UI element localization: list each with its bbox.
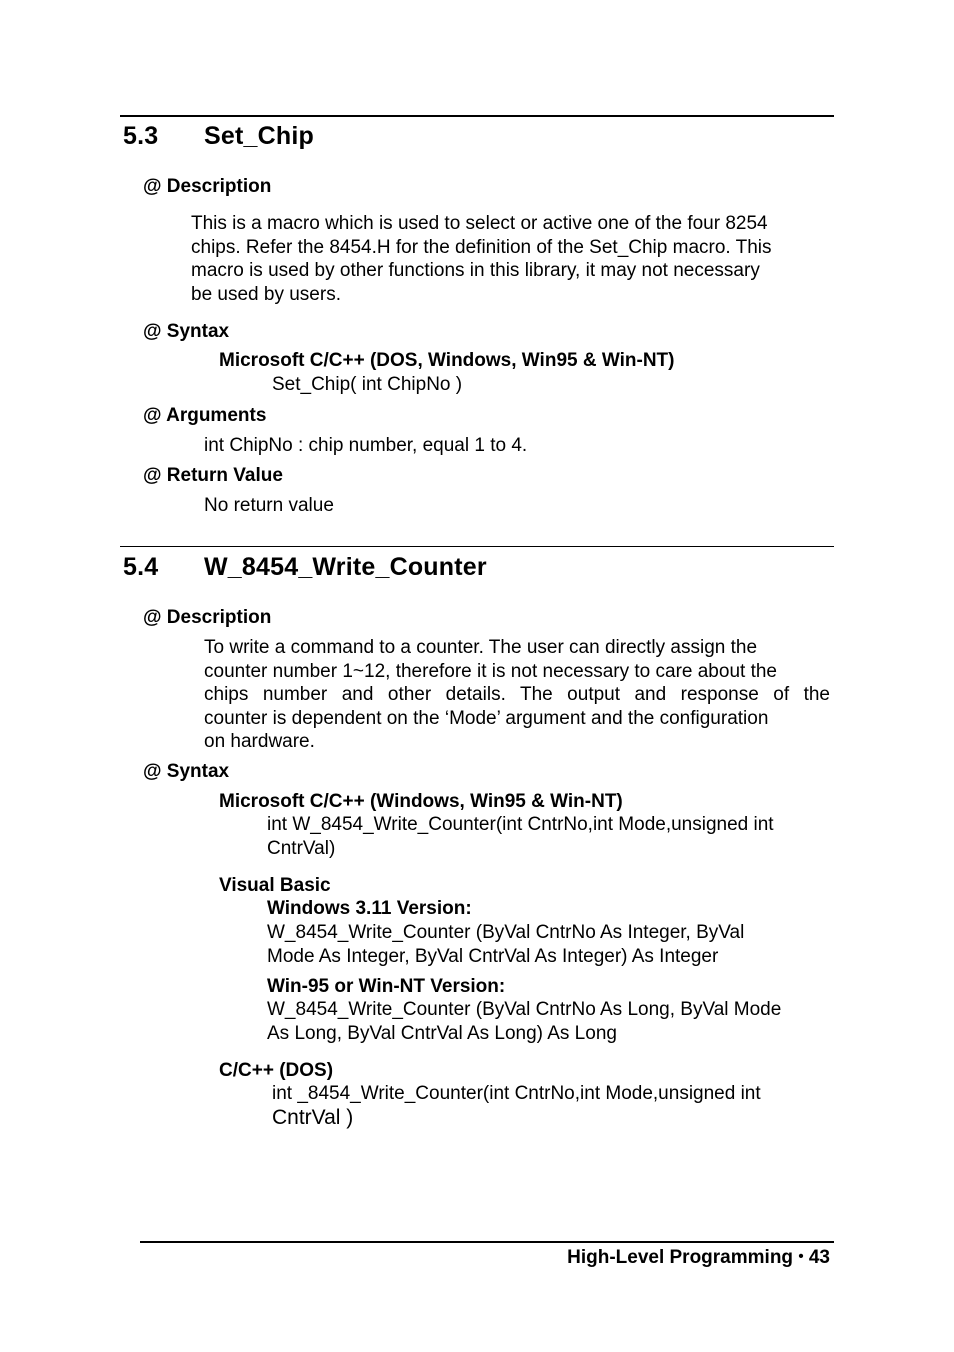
paragraph-line: chips number and other details. The output and response of the bbox=[204, 684, 830, 706]
section-heading-5-3 bbox=[123, 122, 523, 154]
section-number: 5.3 bbox=[123, 122, 159, 150]
description-paragraph bbox=[191, 212, 830, 306]
section-top-rule bbox=[120, 115, 834, 117]
vb-win311-label: Windows 3.11 Version: bbox=[267, 898, 472, 919]
syntax-platform: Microsoft C/C++ (DOS, Windows, Win95 & Win-NT) bbox=[219, 350, 675, 371]
paragraph-line: counter number 1~12, therefore it is not necessary to care about the bbox=[204, 660, 777, 682]
footer-rule bbox=[140, 1241, 834, 1243]
arguments-label: @ Arguments bbox=[143, 405, 267, 426]
section-top-rule bbox=[120, 546, 834, 547]
paragraph-line: chips. Refer the 8454.H for the definition of the Set_Chip macro. This bbox=[191, 236, 772, 258]
paragraph-line: on hardware. bbox=[204, 731, 315, 753]
arguments-text: int ChipNo : chip number, equal 1 to 4. bbox=[204, 435, 528, 456]
paragraph-line: To write a command to a counter. The user can directly assign the bbox=[204, 637, 758, 658]
paragraph-line: macro is used by other functions in this library, it may not necessary bbox=[191, 260, 760, 282]
return-value-label: @ Return Value bbox=[143, 465, 283, 486]
section-title: W_8454_Write_Counter bbox=[204, 553, 487, 581]
ms-code-line: int W_8454_Write_Counter(int CntrNo,int Mode,unsigned int bbox=[267, 814, 774, 835]
description-label: @ Description bbox=[143, 176, 272, 197]
ms-platform-label: Microsoft C/C++ (Windows, Win95 & Win-NT) bbox=[219, 791, 623, 812]
footer-text: High-Level Programming bbox=[567, 1247, 794, 1268]
ms-code-line: CntrVal) bbox=[267, 838, 336, 859]
syntax-code: Set_Chip( int ChipNo ) bbox=[272, 374, 463, 395]
section-number: 5.4 bbox=[123, 553, 159, 581]
return-value-text: No return value bbox=[204, 495, 334, 516]
vb-win95-code-line: As Long, ByVal CntrVal As Long) As Long bbox=[267, 1023, 617, 1044]
paragraph-line: counter is dependent on the ‘Mode’ argument and the configuration bbox=[204, 707, 769, 729]
description-paragraph bbox=[204, 636, 830, 754]
dos-label: C/C++ (DOS) bbox=[219, 1060, 334, 1081]
vb-win95-label: Win-95 or Win-NT Version: bbox=[267, 976, 506, 997]
page-number: 43 bbox=[808, 1247, 830, 1268]
dos-code-line: CntrVal ) bbox=[272, 1106, 354, 1129]
description-label: @ Description bbox=[143, 607, 272, 628]
syntax-label: @ Syntax bbox=[143, 321, 230, 342]
paragraph-line: This is a macro which is used to select or active one of the four 8254 bbox=[191, 213, 768, 234]
vb-win95-code-line: W_8454_Write_Counter (ByVal CntrNo As Long, ByVal Mode bbox=[267, 999, 782, 1020]
syntax-label: @ Syntax bbox=[143, 761, 230, 782]
footer-bullet: • bbox=[798, 1248, 804, 1265]
vb-label: Visual Basic bbox=[219, 875, 331, 896]
vb-win311-code-line: Mode As Integer, ByVal CntrVal As Integer) As Integer bbox=[267, 946, 719, 967]
vb-win311-code-line: W_8454_Write_Counter (ByVal CntrNo As Integer, ByVal bbox=[267, 922, 745, 943]
paragraph-line: be used by users. bbox=[191, 283, 341, 305]
section-title: Set_Chip bbox=[204, 122, 314, 150]
page-footer bbox=[567, 1247, 830, 1269]
dos-code-line: int _8454_Write_Counter(int CntrNo,int Mode,unsigned int bbox=[272, 1083, 761, 1104]
section-heading-5-4 bbox=[123, 553, 623, 585]
